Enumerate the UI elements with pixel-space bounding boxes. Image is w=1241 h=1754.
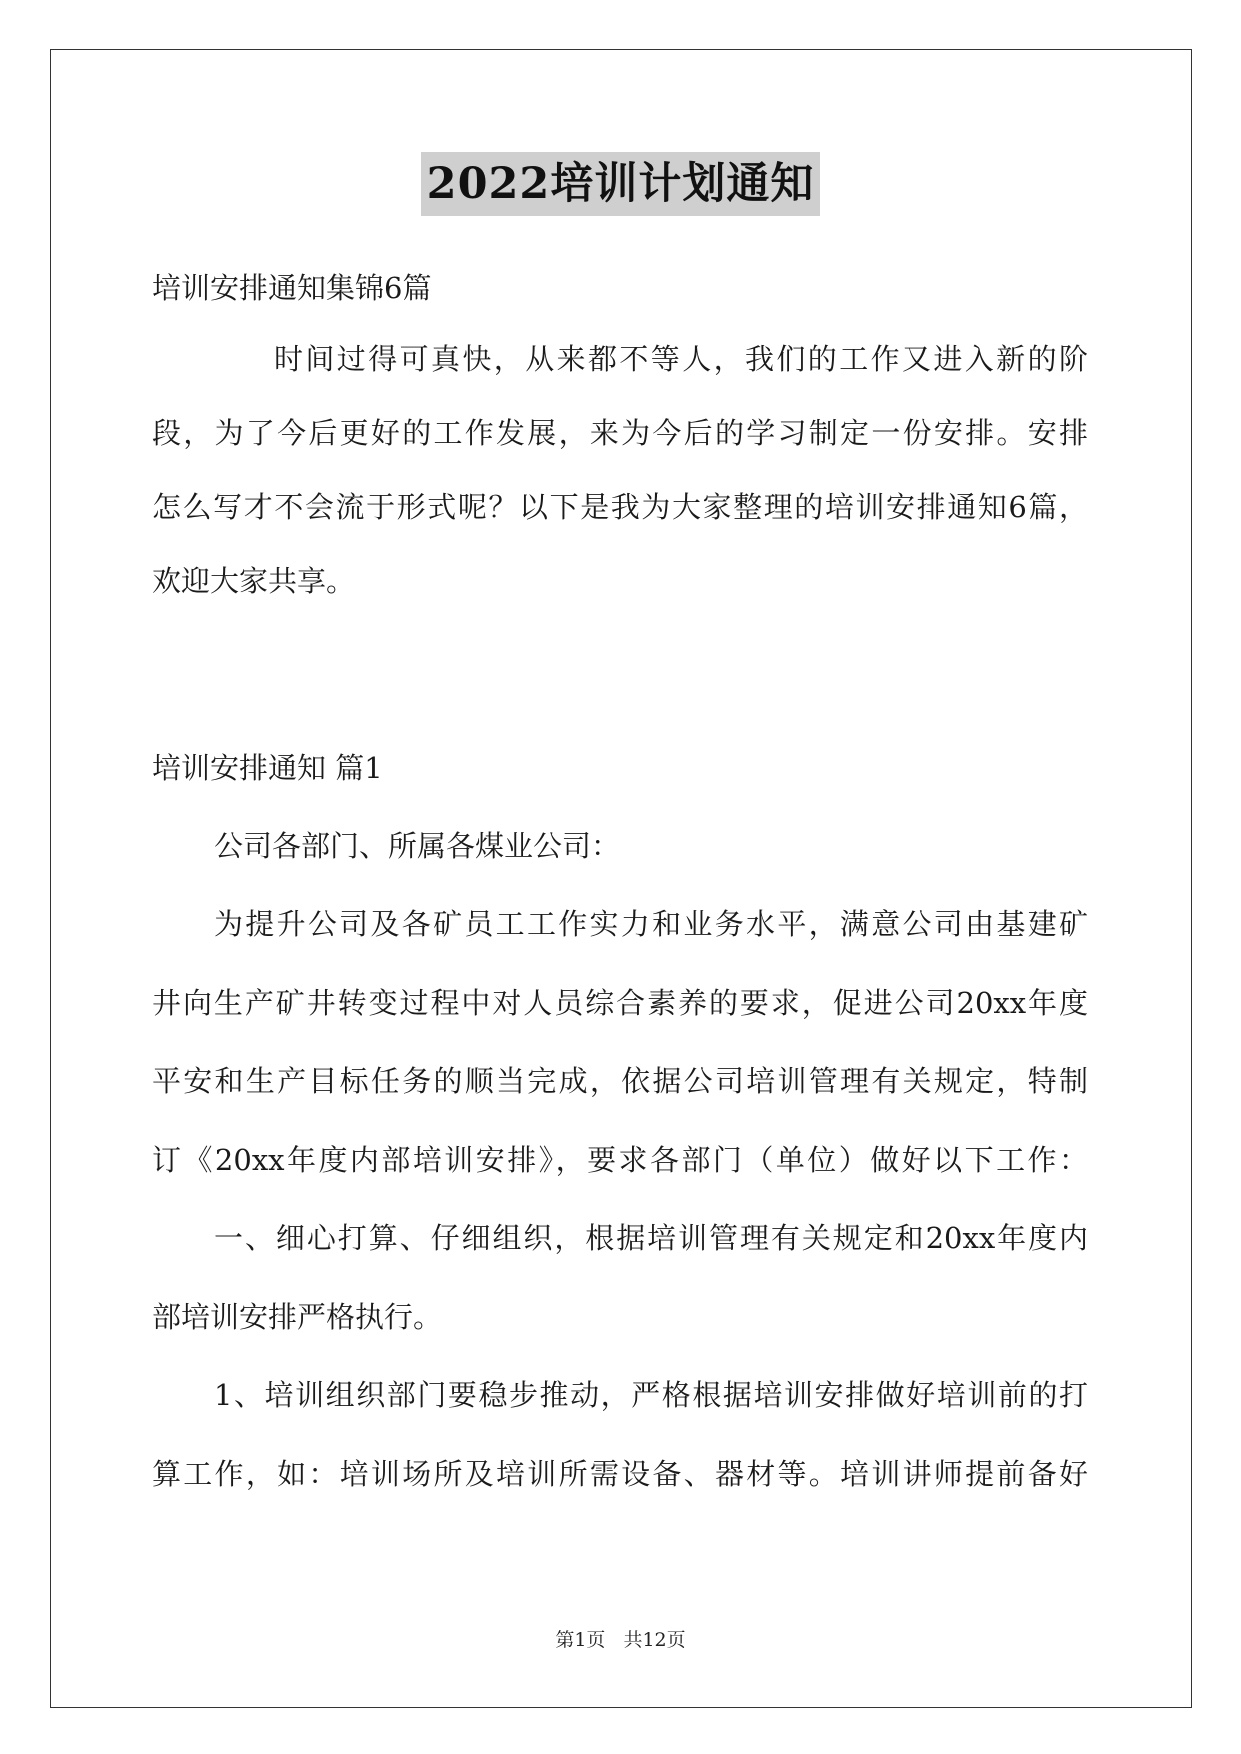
page-total: 共12页 (623, 1629, 686, 1651)
paragraph-line: 为提升公司及各矿员工工作实力和业务水平，满意公司由基建矿 (214, 907, 1088, 941)
paragraph-line: 1、培训组织部门要稳步推动，严格根据培训安排做好培训前的打 (214, 1378, 1088, 1412)
paragraph-line: 平安和生产目标任务的顺当完成，依据公司培训管理有关规定，特制 (152, 1064, 1088, 1098)
paragraph-line: 欢迎大家共享。 (152, 564, 356, 598)
page-footer (0, 1628, 1241, 1652)
paragraph-line: 怎么写才不会流于形式呢？以下是我为大家整理的培训安排通知6篇， (152, 490, 1088, 524)
page-number: 第1页 (555, 1629, 606, 1651)
section-heading: 培训安排通知 篇1 (152, 751, 383, 785)
document-title: 2022培训计划通知 (421, 152, 821, 216)
paragraph-line: 时间过得可真快，从来都不等人，我们的工作又进入新的阶 (274, 342, 1088, 376)
paragraph-line: 一、细心打算、仔细组织，根据培训管理有关规定和20xx年度内 (214, 1221, 1088, 1255)
paragraph-line: 订《20xx年度内部培训安排》，要求各部门（单位）做好以下工作： (152, 1143, 1088, 1177)
paragraph-line: 算工作，如：培训场所及培训所需设备、器材等。培训讲师提前备好 (152, 1457, 1088, 1491)
paragraph-line: 井向生产矿井转变过程中对人员综合素养的要求，促进公司20xx年度 (152, 986, 1088, 1020)
salutation-line: 公司各部门、所属各煤业公司： (214, 829, 621, 863)
paragraph-line: 段，为了今后更好的工作发展，来为今后的学习制定一份安排。安排 (152, 416, 1088, 450)
paragraph-line: 部培训安排严格执行。 (152, 1300, 443, 1334)
title-container (0, 152, 1241, 216)
subtitle-line: 培训安排通知集锦6篇 (152, 271, 432, 305)
